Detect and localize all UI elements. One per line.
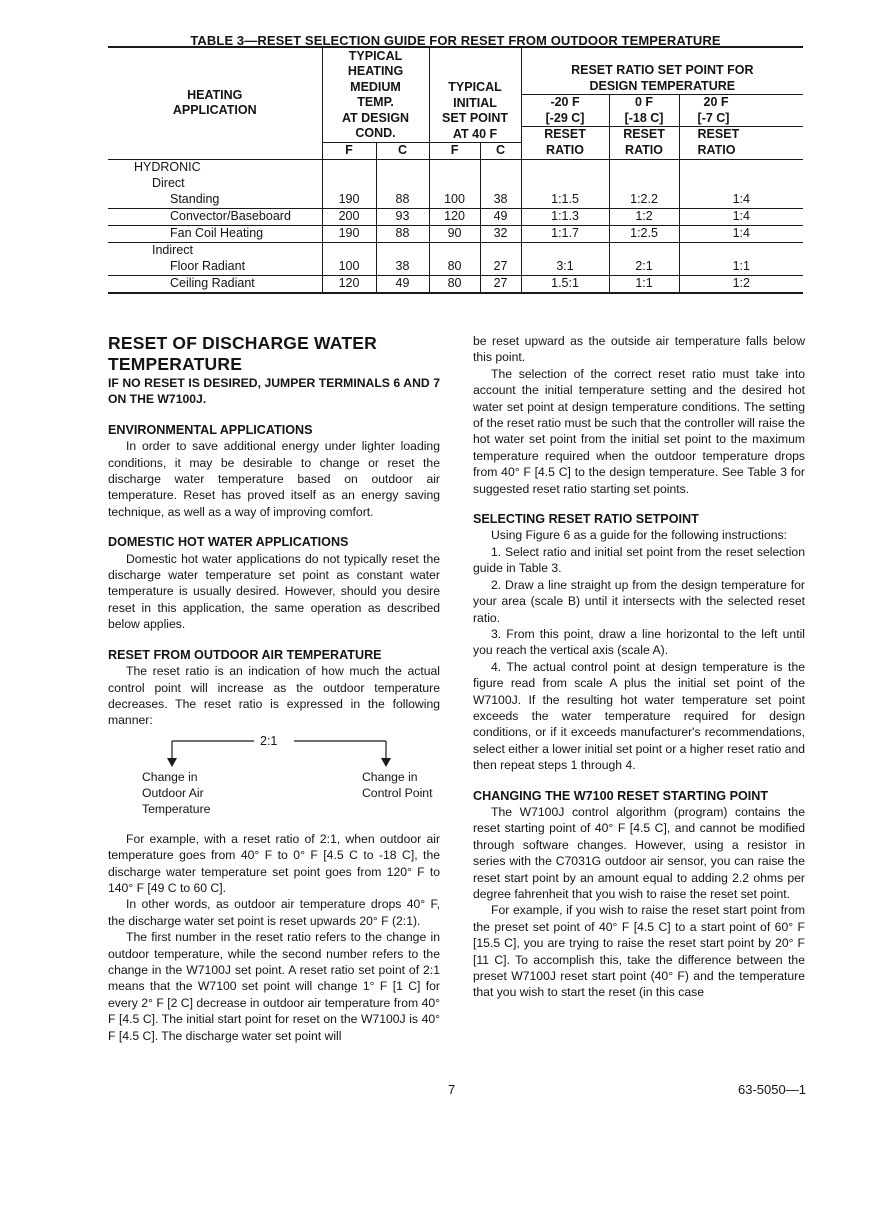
- change-example-paragraph: For example, if you wish to raise the reset start point from the preset set point of 40° F [4.5 C] to a start point of 60° F [15.5 C], you are trying to raise the reset start point by 20° F [11 C]. To accomplish this, take the difference between the preset W7100J reset start point (40° F) and the temperature that you wish to start the reset (in this case: [473, 903, 805, 1000]
- rfoat-paragraph: The reset ratio is an indication of how much the actual control point will increase as the outdoor temperature decreases. The reset ratio is expressed in the following manner:: [108, 664, 440, 728]
- group-indirect: Indirect: [152, 242, 193, 257]
- step-4: 4. The actual control point at design temperature is the figure read from scale A plus the initial set point of the W7100J. If the resulting hot water temperature set point exceeds the water temperature required for design conditions, or if it exceeds manufacturer's recommendations, select either a lower initial set point or a higher reset ratio and then repeat steps 1 through 4.: [473, 659, 805, 773]
- header-reset-ratio-group: RESET RATIO SET POINT FOR DESIGN TEMPERATURE: [521, 47, 803, 95]
- arrow-down-icon: [381, 758, 391, 767]
- outdoor-air-label: Change in Outdoor Air Temperature: [142, 769, 211, 816]
- header-initial-set-point: TYPICAL INITIAL SET POINT AT 40 F: [429, 47, 521, 143]
- control-point-label: Change in Control Point: [362, 769, 433, 800]
- header-ratio-label: RATIO: [521, 143, 609, 160]
- header-design-temp-c: [-7 C]: [679, 111, 803, 127]
- step-3: 3. From this point, draw a line horizontal to the left until you reach the vertical axis (scale A).: [473, 626, 805, 658]
- example-paragraph: For example, with a reset ratio of 2:1, when outdoor air temperature goes from 40° F to 0° F [4.5 C to -18 C], the discharge water temperature set point goes from 120° F to 140° F [49 C to 60 C].: [108, 831, 440, 895]
- header-design-temp-f: -20 F: [521, 95, 609, 111]
- table-row: Ceiling Radiant 120 49 80 27 1.5:1 1:1 1:2: [108, 275, 803, 293]
- group-hydronic: HYDRONIC: [108, 159, 322, 176]
- table-row: Standing 190 88 100 38 1:1.5 1:2.2 1:4: [108, 192, 803, 209]
- step-2: 2. Draw a line straight up from the design temperature for your area (scale B) until it intersects with the selected reset ratio.: [473, 577, 805, 625]
- header-reset-label: RESET: [609, 127, 679, 143]
- left-column: [108, 333, 440, 1044]
- header-reset-label: RESET: [679, 127, 803, 143]
- header-ratio-label: RATIO: [679, 143, 803, 160]
- ratio-label: 2:1: [260, 733, 278, 748]
- table-row: Convector/Baseboard 200 93 120 49 1:1.3 1:2 1:4: [108, 208, 803, 225]
- table-row: Fan Coil Heating 190 88 90 32 1:1.7 1:2.5 1:4: [108, 225, 803, 242]
- header-heating-application: HEATING APPLICATION: [108, 47, 322, 159]
- env-heading: ENVIRONMENTAL APPLICATIONS: [108, 422, 313, 437]
- reset-ratio-diagram: [108, 733, 440, 817]
- reset-selection-table: [108, 46, 803, 294]
- jumper-warning: IF NO RESET IS DESIRED, JUMPER TERMINALS 6 AND 7 ON THE W7100J.: [108, 376, 440, 407]
- group-direct: Direct: [152, 175, 185, 190]
- step-1: 1. Select ratio and initial set point from the reset selection guide in Table 3.: [473, 544, 805, 576]
- header-unit-f: F: [322, 143, 376, 160]
- header-unit-c: C: [480, 143, 521, 160]
- header-unit-f: F: [429, 143, 480, 160]
- env-paragraph: In order to save additional energy under lighter loading conditions, it may be desirable to change or reset the discharge water temperature based on outdoor air temperature. Reset has proved itself as an energy saving technique, as well as a way of improving comfort.: [108, 439, 440, 519]
- section-heading: RESET OF DISCHARGE WATER TEMPERATURE: [108, 333, 377, 374]
- change-start-heading: CHANGING THE W7100 RESET STARTING POINT: [473, 788, 769, 803]
- header-design-temp-f: 0 F: [609, 95, 679, 111]
- dhw-heading: DOMESTIC HOT WATER APPLICATIONS: [108, 535, 349, 550]
- other-words-paragraph: In other words, as outdoor air temperature drops 40° F, the discharge water set point is reset upwards 20° F (2:1).: [108, 897, 440, 928]
- table-title: TABLE 3—RESET SELECTION GUIDE FOR RESET FROM OUTDOOR TEMPERATURE: [190, 33, 721, 48]
- srrs-heading: SELECTING RESET RATIO SETPOINT: [473, 512, 699, 527]
- header-reset-label: RESET: [521, 127, 609, 143]
- srrs-intro: Using Figure 6 as a guide for the following instructions:: [491, 528, 788, 543]
- header-unit-c: C: [376, 143, 429, 160]
- header-design-temp-c: [-18 C]: [609, 111, 679, 127]
- page-number: 7: [448, 1082, 456, 1097]
- header-design-temp-f: 20 F: [679, 95, 803, 111]
- continuation-paragraph: be reset upward as the outside air temperature falls below this point.: [473, 334, 805, 365]
- document-number: 63-5050—1: [738, 1082, 806, 1097]
- header-design-temp-c: [-29 C]: [521, 111, 609, 127]
- change-start-paragraph: The W7100J control algorithm (program) contains the reset starting point of 40° F [4.5 C], and cannot be modified through software changes. However, using a resistor in series with the C7031G outdoor air sensor, you can raise the reset start point by an amount equal to adding 2.2 ohms per degree fahrenheit that you wish to raise the reset set point.: [473, 804, 805, 901]
- dhw-paragraph: Domestic hot water applications do not typically reset the discharge water temperature set point as constant water temperature is usually desired. However, should you desire reset in this application, the same operation as described below applies.: [108, 551, 440, 632]
- arrow-down-icon: [167, 758, 177, 767]
- right-column: [473, 333, 805, 1001]
- header-ratio-label: RATIO: [609, 143, 679, 160]
- table-row: Floor Radiant 100 38 80 27 3:1 2:1 1:1: [108, 259, 803, 276]
- rfoat-heading: RESET FROM OUTDOOR AIR TEMPERATURE: [108, 647, 382, 662]
- header-medium-temp: TYPICAL HEATING MEDIUM TEMP. AT DESIGN COND.: [322, 47, 429, 143]
- selection-paragraph: The selection of the correct reset ratio must take into account the initial temperature setting and the desired hot water set point at design temperature conditions. The setting of the reset ratio must be such that the controller will raise the hot water set point from the initial set point to the maximum temperature required when the outdoor temperature drops from 40° F [4.5 C] to the design temperature. See Table 3 for suggested reset ratio starting set points.: [473, 366, 805, 496]
- first-number-paragraph: The first number in the reset ratio refers to the change in outdoor temperature, while the second number refers to the change in the W7100J set point. A reset ratio set point of 2:1 means that the W7100 set point will change 1° F [1 C] for every 2° F [2 C] decrease in outdoor air temperature from 40° F [4.5 C]. The initial start point for reset on the W7100J is 40° F [4.5 C]. The discharge water set point will: [108, 930, 440, 1043]
